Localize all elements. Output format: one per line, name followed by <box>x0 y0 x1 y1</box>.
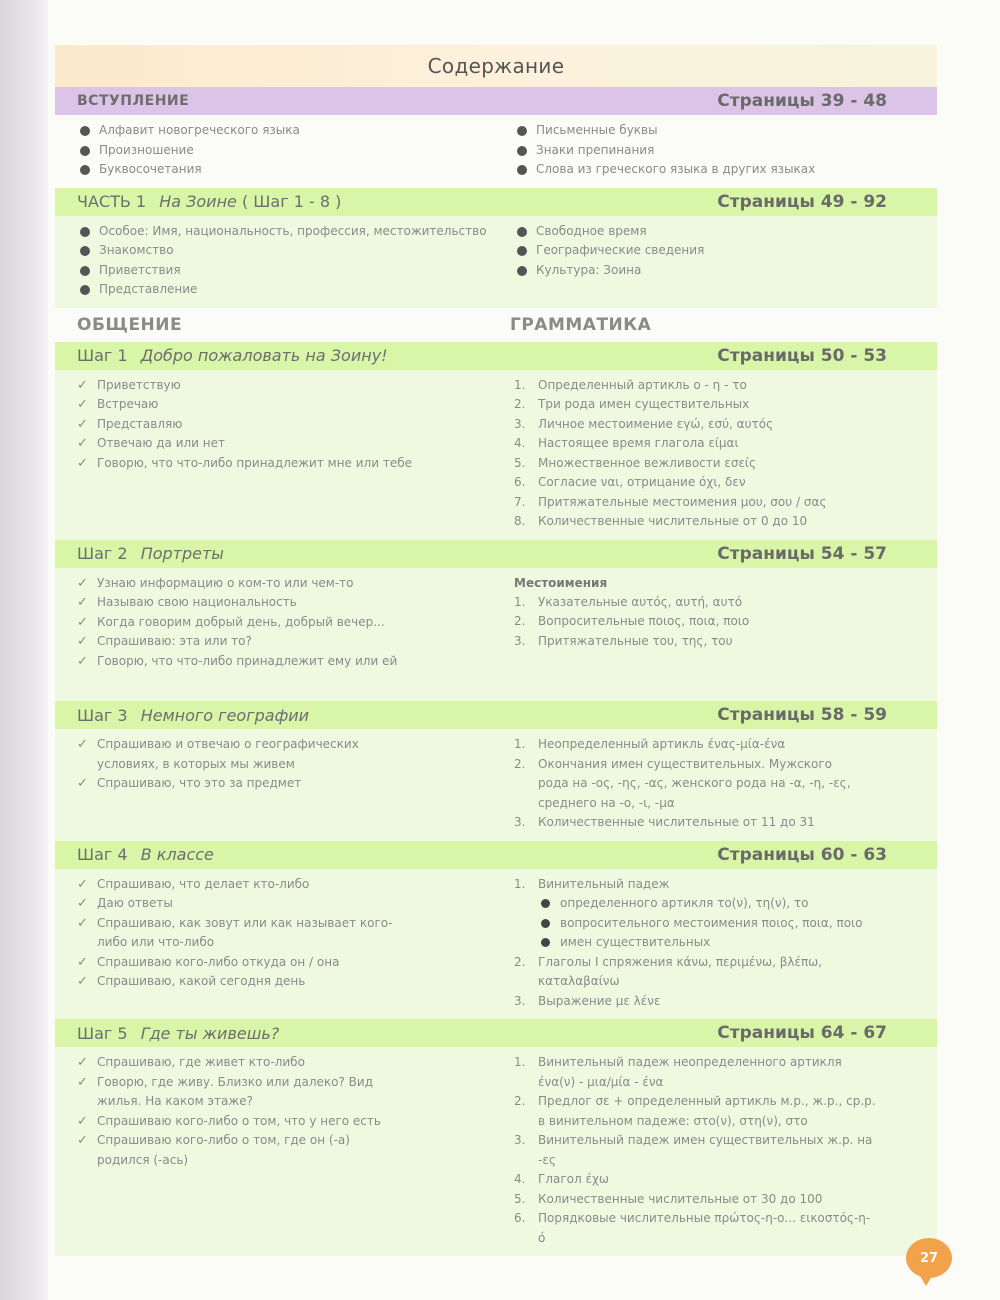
list-item: 2. Вопросительные ποιος, ποια, ποιο <box>514 614 750 628</box>
section-label: Шаг 4 <box>77 845 128 864</box>
list-item: ✓ Спрашиваю и отвечаю о географических условиях, в которых мы живем <box>77 735 390 774</box>
list-item-text: Винительный падеж имен существительных ж.р. на -ες <box>538 1133 873 1167</box>
list-item-text: Винительный падеж неопределенного артикля ένα(ν) - μια/μία - ένα <box>538 1055 842 1089</box>
list-item: имен существительных <box>538 933 877 953</box>
section-pages: Страницы 54 - 57 <box>717 543 887 564</box>
list-item: 2. Окончания имен существительных. Мужского рода на -ος, -ης, -ας, женского рода на -α, -η, -ες, среднего на -ο, -ι, -μα <box>514 756 851 810</box>
list-item: ✓ Спрашиваю кого-либо откуда он / она <box>77 953 410 973</box>
list-item-text: Множественное вежливости εσείς <box>538 455 757 470</box>
section-header-step4 <box>55 841 937 869</box>
list-item: Произношение <box>77 141 510 161</box>
list-item: ✓ Спрашиваю, что это за предмет <box>77 774 390 794</box>
list-item: ✓ Приветствую <box>77 376 510 396</box>
section-label: Шаг 2 <box>77 544 128 563</box>
list-item: ✓ Узнаю информацию о ком-то или чем-то <box>77 574 510 594</box>
section-header-intro <box>55 87 937 115</box>
page-number-badge: 27 <box>906 1238 952 1278</box>
list-item: ✓ Спрашиваю кого-либо о том, где он (-а) родился (-ась) <box>77 1131 400 1170</box>
part1-left-list <box>55 222 510 300</box>
section-body-step4 <box>55 869 937 1020</box>
section-label: ВСТУПЛЕНИЕ <box>77 93 190 109</box>
section-body-part1 <box>55 216 937 308</box>
list-item: ✓ Спрашиваю, где живет кто-либо <box>77 1053 400 1073</box>
list-item: Приветствия <box>77 261 510 281</box>
step3-grammar-list <box>510 735 937 833</box>
list-item: 8. Количественные числительные от 0 до 10 <box>514 514 808 528</box>
section-name: Портреты <box>140 544 224 563</box>
section-body-step2 <box>55 568 937 702</box>
list-item: 2. Три рода имен существительных <box>514 397 750 411</box>
list-item: 3. Притяжательные του, της, του <box>514 633 733 648</box>
list-item: 4. Настоящее время глагола είμαι <box>514 436 739 450</box>
section-label: ЧАСТЬ 1 <box>77 192 147 211</box>
list-item: 2. Глаголы I спряжения κάνω, περιμένω, βλέπω, καταλαβαίνω <box>514 954 823 988</box>
book-spine-shadow <box>0 0 48 1300</box>
section-header-step3 <box>55 701 937 729</box>
list-item: ✓ Спрашиваю, какой сегодня день <box>77 972 410 992</box>
list-item-text: Настоящее время глагола είμαι <box>538 436 739 450</box>
list-item-text: Количественные числительные от 0 до 10 <box>538 514 808 528</box>
section-body-intro <box>55 115 937 188</box>
list-item: 3. Личное местоимение εγώ, εσύ, αυτός <box>514 416 774 431</box>
list-item-text: Неопределенный артикль ένας-μία-ένα <box>538 737 786 751</box>
list-item: 1. Указательные αυτός, αυτή, αυτό <box>514 594 743 609</box>
section-pages: Страницы 64 - 67 <box>717 1023 887 1043</box>
list-item-text: Количественные числительные от 11 до 31 <box>538 815 815 829</box>
step4-communication-list <box>55 875 510 1012</box>
section-name: В классе <box>140 845 214 864</box>
list-item: ✓ Спрашиваю кого-либо о том, что у него есть <box>77 1112 400 1132</box>
section-label: Шаг 3 <box>77 705 128 725</box>
step5-communication-list <box>55 1053 510 1248</box>
column-heading-grammar: ГРАММАТИКА <box>510 314 652 335</box>
list-item: Знаки препинания <box>514 141 937 161</box>
list-item: ✓ Говорю, где живу. Близко или далеко? Вид жилья. На каком этаже? <box>77 1073 400 1112</box>
list-item: вопросительного местоимения ποιος, ποια, ποιο <box>538 914 877 934</box>
step2-grammar <box>510 574 937 672</box>
list-item-text: Указательные αυτός, αυτή, αυτό <box>538 594 743 609</box>
list-item: ✓ Говорю, что что-либо принадлежит ему или ей <box>77 652 510 672</box>
section-body-step1 <box>55 370 937 540</box>
column-headings <box>55 308 937 342</box>
list-item: Географические сведения <box>514 241 937 261</box>
section-label: Шаг 5 <box>77 1023 128 1043</box>
list-item: Свободное время <box>514 222 937 242</box>
list-item: ✓ Представляю <box>77 415 510 435</box>
list-item: Алфавит новогреческого языка <box>77 121 510 141</box>
list-item-text: Окончания имен существительных. Мужского рода на -ος, -ης, -ας, женского рода на -α, -η, -ες, среднего на -ο, -ι, -μα <box>538 756 851 810</box>
list-item: Письменные буквы <box>514 121 937 141</box>
list-item: 3. Винительный падеж имен существительных ж.р. на -ες <box>514 1133 873 1167</box>
section-header-step1 <box>55 342 937 370</box>
list-item: ✓ Спрашиваю, как зовут или как называет кого-либо или что-либо <box>77 914 410 953</box>
step4-grammar-list <box>510 875 937 1012</box>
section-pages: Страницы 39 - 48 <box>717 91 887 111</box>
list-item: 2. Предлог σε + определенный артикль м.р., ж.р., ср.р. в винительном падеже: στο(ν), στη(ν), στο <box>514 1094 876 1128</box>
section-body-step5 <box>55 1047 937 1256</box>
list-item: 4. Глагол έχω <box>514 1172 609 1186</box>
section-header-step5 <box>55 1019 937 1047</box>
step3-communication-list <box>55 735 510 833</box>
step5-grammar-list <box>510 1053 937 1248</box>
list-item: 1. Винительный падеж неопределенного артикля ένα(ν) - μια/μία - ένα <box>514 1055 842 1089</box>
list-item: ✓ Встречаю <box>77 395 510 415</box>
grammar-subtitle: Местоимения <box>514 575 608 590</box>
list-item-text: Вопросительные ποιος, ποια, ποιο <box>538 614 750 628</box>
list-item: ✓ Спрашиваю, что делает кто-либо <box>77 875 410 895</box>
list-item: 6. Порядковые числительные πρώτος-η-ο... εικοστός-η-ό <box>514 1211 871 1245</box>
list-item: определенного артикля το(ν), τη(ν), το <box>538 894 877 914</box>
section-pages: Страницы 49 - 92 <box>717 191 887 212</box>
list-item: 6. Согласие ναι, отрицание όχι, δεν <box>514 475 746 489</box>
section-name: Немного географии <box>140 705 310 725</box>
accusative-sublist <box>538 894 877 953</box>
list-item-text: Выражение με λένε <box>538 993 661 1008</box>
list-item: Слова из греческого языка в других языках <box>514 160 937 180</box>
list-item-text: Три рода имен существительных <box>538 397 750 411</box>
list-item: 3. Количественные числительные от 11 до 31 <box>514 815 815 829</box>
list-item: 1. Винительный падеж определенного артикля το(ν), τη(ν), το вопросительного местоимения ποιος, ποια, ποιο имен существительных <box>514 875 877 953</box>
list-item: 1. Определенный артикль ο - η - το <box>514 377 747 392</box>
list-item: Культура: Зоина <box>514 261 937 281</box>
list-item: Знакомство <box>77 241 510 261</box>
list-item-text: Глагол έχω <box>538 1172 609 1186</box>
list-item-text: Винительный падеж <box>538 876 670 891</box>
list-item: ✓ Отвечаю да или нет <box>77 434 510 454</box>
step1-communication-list <box>55 376 510 532</box>
step1-grammar-list <box>510 376 937 532</box>
step2-grammar-list <box>514 593 937 652</box>
list-item: 3. Выражение με λένε <box>514 993 661 1008</box>
list-item: 7. Притяжательные местоимения μου, σου / σας <box>514 494 827 509</box>
list-item-text: Притяжательные местоимения μου, σου / σας <box>538 494 827 509</box>
list-item-text: Определенный артикль ο - η - το <box>538 377 747 392</box>
list-item: Буквосочетания <box>77 160 510 180</box>
list-item-text: Притяжательные του, της, του <box>538 633 733 648</box>
list-item-text: Предлог σε + определенный артикль м.р., ж.р., ср.р. в винительном падеже: στο(ν), στη(ν), στο <box>538 1094 876 1128</box>
page-title: Содержание <box>55 45 937 87</box>
section-name: На Зоине <box>159 192 237 211</box>
list-item: 5. Количественные числительные от 30 до 100 <box>514 1191 823 1206</box>
intro-left-list <box>55 121 510 180</box>
section-body-step3 <box>55 729 937 841</box>
list-item-text: Согласие ναι, отрицание όχι, δεν <box>538 475 746 489</box>
column-heading-communication: ОБЩЕНИЕ <box>77 314 183 335</box>
step2-communication-list <box>55 574 510 672</box>
section-pages: Страницы 60 - 63 <box>717 844 887 865</box>
list-item: Представление <box>77 280 510 300</box>
section-header-part1 <box>55 188 937 216</box>
list-item: ✓ Называю свою национальность <box>77 593 510 613</box>
list-item: ✓ Спрашиваю: эта или то? <box>77 632 510 652</box>
list-item: ✓ Говорю, что что-либо принадлежит мне или тебе <box>77 454 510 474</box>
list-item: 5. Множественное вежливости εσείς <box>514 455 757 470</box>
intro-right-list <box>510 121 937 180</box>
list-item: ✓ Даю ответы <box>77 894 410 914</box>
list-item: ✓ Когда говорим добрый день, добрый вечер... <box>77 613 510 633</box>
list-item-text: Порядковые числительные πρώτος-η-ο... εικοστός-η-ό <box>538 1211 871 1245</box>
list-item: 1. Неопределенный артикль ένας-μία-ένα <box>514 737 786 751</box>
table-of-contents <box>55 45 937 1256</box>
section-name: Где ты живешь? <box>140 1023 280 1043</box>
list-item-text: Количественные числительные от 30 до 100 <box>538 1191 823 1206</box>
section-label: Шаг 1 <box>77 346 128 365</box>
list-item-text: Глаголы I спряжения κάνω, περιμένω, βλέπω, καταλαβαίνω <box>538 954 823 988</box>
section-pages: Страницы 50 - 53 <box>717 345 887 366</box>
part1-right-list <box>510 222 937 300</box>
section-header-step2 <box>55 540 937 568</box>
section-name: Добро пожаловать на Зоину! <box>140 346 388 365</box>
list-item-text: Личное местоимение εγώ, εσύ, αυτός <box>538 416 774 431</box>
section-steps: ( Шаг 1 - 8 ) <box>241 192 342 211</box>
list-item: Особое: Имя, национальность, профессия, местожительство <box>77 222 510 242</box>
section-pages: Страницы 58 - 59 <box>717 705 887 725</box>
